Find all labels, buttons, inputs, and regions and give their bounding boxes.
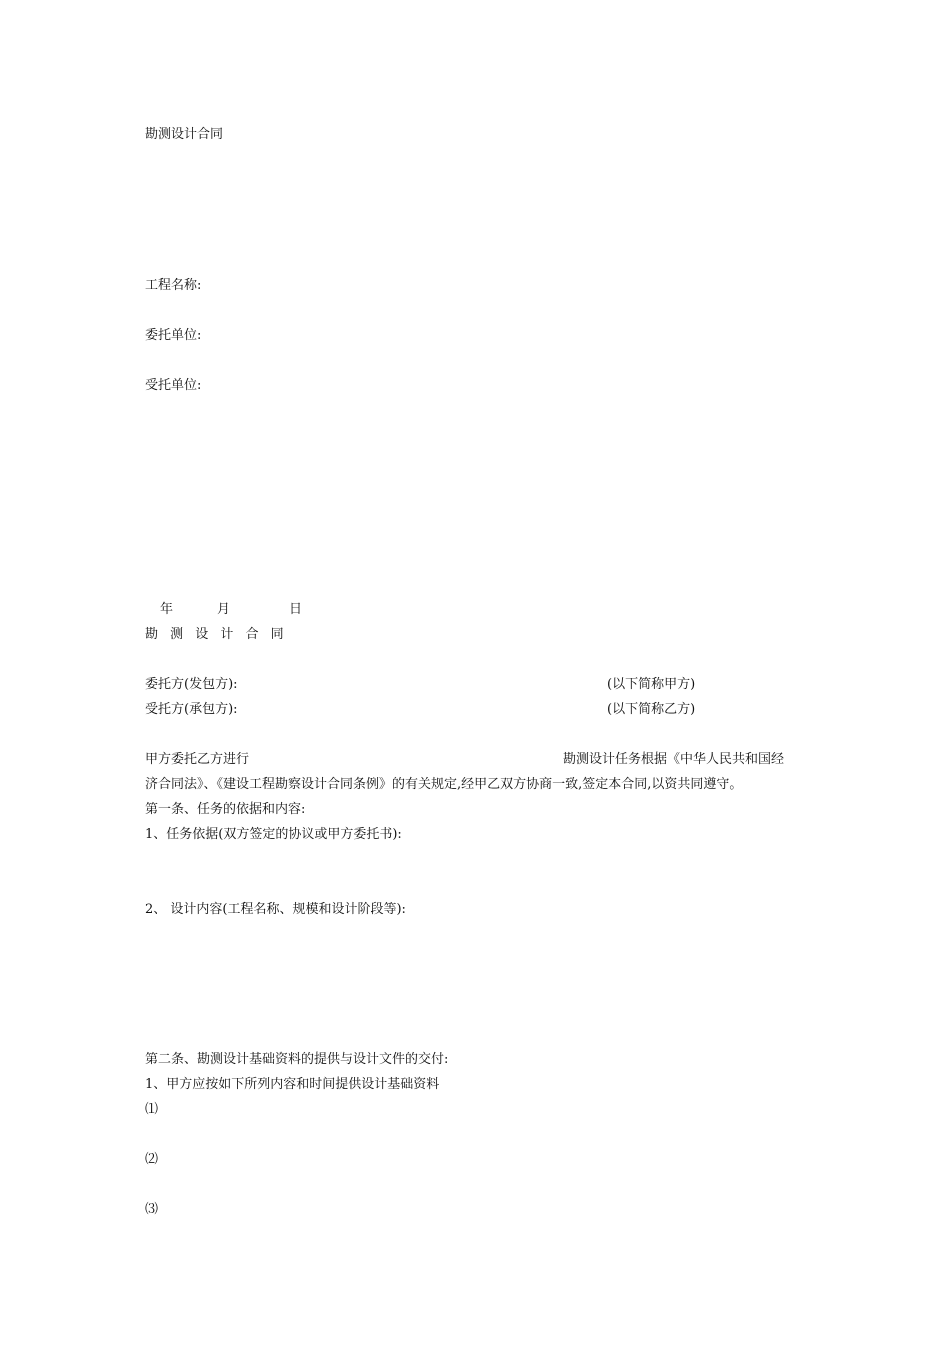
list-marker-3: ⑶ (145, 1202, 159, 1217)
intro-tail: 勘测设计任务根据《中华人民共和国经 (563, 752, 785, 767)
party-a-note: (以下简称甲方) (607, 677, 696, 692)
party-b-label: 受托方(承包方): (145, 702, 238, 717)
date-year: 年 (160, 602, 174, 617)
date-day: 日 (289, 602, 303, 617)
intro-line2: 济合同法》、《建设工程勘察设计合同条例》的有关规定,经甲乙双方协商一致,签定本合同,以资共同遵守。 (145, 777, 743, 792)
article1-item1: 1、任务依据(双方签定的协议或甲方委托书): (145, 827, 402, 842)
contractor-label: 受托单位: (145, 378, 202, 393)
article1-title: 第一条、任务的依据和内容: (145, 802, 306, 817)
party-b-note: (以下简称乙方) (607, 702, 696, 717)
date-month: 月 (217, 602, 231, 617)
article1-item2: 2、 设计内容(工程名称、规模和设计阶段等): (145, 902, 406, 917)
list-marker-2: ⑵ (145, 1152, 159, 1167)
party-a-label: 委托方(发包方): (145, 677, 238, 692)
list-marker-1: ⑴ (145, 1102, 159, 1117)
client-label: 委托单位: (145, 328, 202, 343)
project-name-label: 工程名称: (145, 278, 202, 293)
article2-item1: 1、甲方应按如下所列内容和时间提供设计基础资料 (145, 1077, 440, 1092)
contract-title: 勘 测 设 计 合 同 (145, 627, 288, 642)
article2-title: 第二条、勘测设计基础资料的提供与设计文件的交付: (145, 1052, 449, 1067)
intro-lead: 甲方委托乙方进行 (145, 752, 250, 767)
cover-title: 勘测设计合同 (145, 127, 224, 142)
